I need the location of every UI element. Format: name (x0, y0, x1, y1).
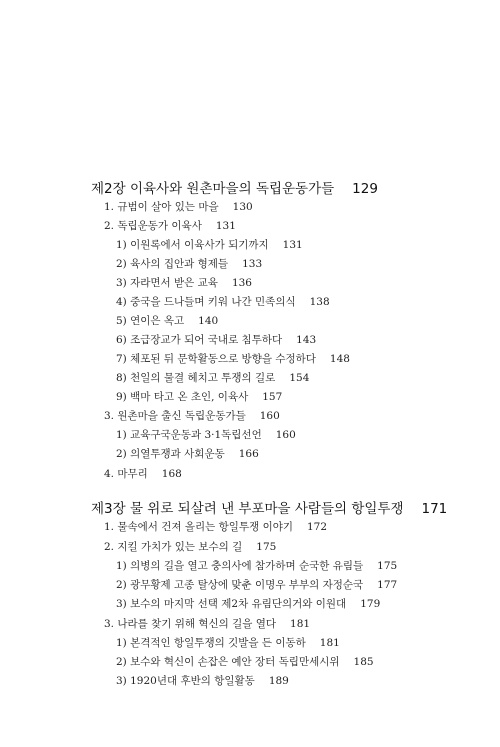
entry-page-number: 181 (290, 618, 311, 630)
chapter-heading (91, 500, 447, 518)
toc-entry (116, 276, 252, 290)
chapter-title: 제3장 물 위로 되살려 낸 부포마을 사람들의 항일투쟁 (91, 501, 404, 517)
entry-page-number: 131 (282, 239, 303, 251)
toc-entry (104, 520, 327, 534)
chapter-page-number: 171 (421, 501, 448, 517)
toc-entry (116, 257, 262, 271)
toc-entry (116, 428, 296, 442)
entry-page-number: 175 (377, 560, 398, 572)
entry-page-number: 160 (259, 410, 280, 422)
entry-page-number: 179 (360, 598, 381, 610)
entry-page-number: 166 (238, 448, 259, 460)
entry-page-number: 136 (231, 277, 252, 289)
toc-entry (116, 559, 397, 573)
toc-entry (116, 390, 282, 404)
chapter-page-number: 129 (352, 181, 378, 197)
chapter-heading (91, 180, 378, 198)
toc-entry (104, 467, 182, 481)
entry-title: 2) 광무황제 고종 탈상에 맞춘 이명우 부부의 자정순국 (116, 579, 364, 591)
entry-title: 2) 육사의 집안과 형제들 (116, 258, 229, 270)
toc-entry (116, 238, 303, 252)
toc-entry (104, 409, 280, 423)
entry-page-number: 131 (215, 220, 236, 232)
toc-entry (116, 674, 289, 688)
entry-title: 1. 규범이 살아 있는 마을 (104, 201, 219, 213)
entry-page-number: 138 (309, 296, 330, 308)
toc-entry (116, 314, 218, 328)
entry-title: 9) 백마 타고 온 초인, 이육사 (116, 391, 249, 403)
toc-entry (116, 352, 350, 366)
entry-page-number: 148 (329, 353, 350, 365)
entry-title: 3) 보수의 마지막 선택 제2차 유림단의거와 이원대 (116, 598, 347, 610)
entry-title: 2) 보수와 혁신이 손잡은 예안 장터 독립만세시위 (116, 656, 340, 668)
entry-title: 1. 물속에서 건져 올리는 항일투쟁 이야기 (104, 521, 293, 533)
entry-title: 1) 이원록에서 이육사가 되기까지 (116, 239, 269, 251)
toc-entry (116, 597, 380, 611)
entry-title: 8) 천일의 물결 헤치고 투쟁의 길로 (116, 372, 276, 384)
toc-entry (104, 617, 310, 631)
entry-page-number: 168 (161, 468, 182, 480)
entry-page-number: 130 (232, 201, 253, 213)
entry-title: 1) 의병의 길을 열고 충의사에 참가하며 순국한 유림들 (116, 560, 364, 572)
entry-title: 1) 교육구국운동과 3·1독립선언 (116, 429, 262, 441)
entry-title: 3) 1920년대 후반의 항일활동 (116, 675, 255, 687)
toc-entry (116, 371, 309, 385)
toc-entry (116, 295, 330, 309)
entry-title: 2. 독립운동가 이육사 (104, 220, 202, 232)
entry-page-number: 143 (296, 334, 317, 346)
entry-page-number: 157 (262, 391, 283, 403)
toc-entry (116, 655, 374, 669)
entry-page-number: 185 (353, 656, 374, 668)
entry-title: 6) 조급장교가 되어 국내로 침투하다 (116, 334, 283, 346)
toc-entry (116, 333, 316, 347)
entry-title: 5) 연이은 옥고 (116, 315, 185, 327)
entry-title: 3. 나라를 찾기 위해 혁신의 길을 열다 (104, 618, 277, 630)
entry-page-number: 181 (319, 637, 340, 649)
toc-entry (104, 540, 276, 554)
entry-title: 7) 체포된 뒤 문학활동으로 방향을 수정하다 (116, 353, 316, 365)
entry-page-number: 172 (307, 521, 328, 533)
toc-entry (116, 636, 340, 650)
toc-entry (116, 447, 259, 461)
entry-title: 4. 마무리 (104, 468, 148, 480)
toc-entry (104, 200, 253, 214)
entry-title: 2) 의열투쟁과 사회운동 (116, 448, 225, 460)
entry-page-number: 189 (268, 675, 289, 687)
toc-entry (104, 219, 236, 233)
entry-page-number: 175 (256, 541, 277, 553)
entry-title: 3) 자라면서 받은 교육 (116, 277, 218, 289)
entry-title: 2. 지킬 가치가 있는 보수의 길 (104, 541, 243, 553)
entry-page-number: 133 (242, 258, 263, 270)
chapter-title: 제2장 이육사와 원촌마을의 독립운동가들 (91, 181, 335, 197)
entry-title: 4) 중국을 드나들며 키워 나간 민족의식 (116, 296, 296, 308)
entry-title: 3. 원촌마을 출신 독립운동가들 (104, 410, 246, 422)
entry-title: 1) 본격적인 항일투쟁의 깃발을 든 이동하 (116, 637, 306, 649)
entry-page-number: 140 (198, 315, 219, 327)
toc-entry (116, 578, 397, 592)
entry-page-number: 154 (289, 372, 310, 384)
entry-page-number: 177 (377, 579, 398, 591)
entry-page-number: 160 (275, 429, 296, 441)
